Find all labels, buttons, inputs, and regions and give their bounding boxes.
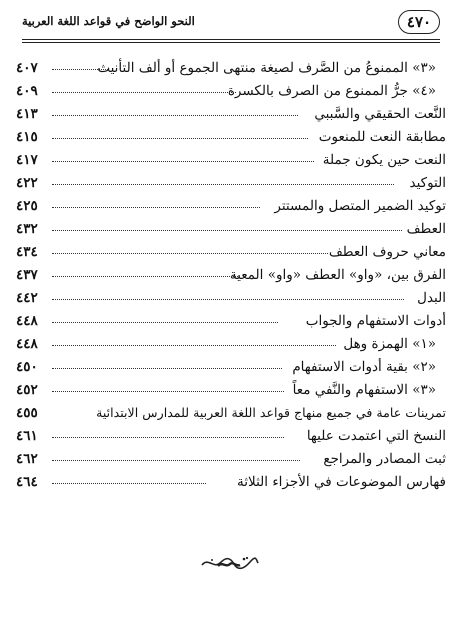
toc-entry[interactable] — [16, 173, 446, 195]
toc-entry[interactable] — [16, 58, 446, 80]
toc-entry-page: ٤٠٩ — [16, 83, 38, 99]
header-rule-thin — [22, 42, 440, 43]
page-header — [14, 6, 448, 40]
toc-entry[interactable] — [16, 357, 446, 379]
toc-dot-leader — [52, 138, 308, 139]
toc-entry-page: ٤٥٥ — [16, 405, 38, 421]
toc-entry-title: العطف — [406, 221, 446, 237]
toc-entry-page: ٤٦٤ — [16, 474, 38, 490]
toc-entry-title: مطابقة النعت للمنعوت — [318, 129, 446, 145]
toc-dot-leader — [52, 345, 336, 346]
toc-entry-page: ٤١٧ — [16, 152, 38, 168]
toc-entry-title: «٣» الممنوعُ من الصَّرف لصيغة منتهى الجموع أو ألف التأنيث — [97, 60, 436, 76]
toc-entry[interactable] — [16, 81, 446, 103]
toc-entry-page: ٤٢٥ — [16, 198, 38, 214]
toc-entry[interactable] — [16, 334, 446, 356]
toc-entry[interactable] — [16, 242, 446, 264]
toc-entry-title: توكيد الضمير المتصل والمستتر — [274, 198, 446, 214]
toc-entry-page: ٤١٣ — [16, 106, 38, 122]
toc-entry-page: ٤٣٢ — [16, 221, 38, 237]
page-number: ٤٧٠ — [406, 12, 432, 31]
toc-dot-leader — [52, 69, 108, 70]
toc-entry-page: ٤٥٠ — [16, 359, 38, 375]
toc-dot-leader — [52, 115, 298, 116]
toc-dot-leader — [52, 253, 328, 254]
toc-dot-leader — [52, 437, 284, 438]
toc-entry-title: فهارس الموضوعات في الأجزاء الثلاثة — [237, 474, 446, 490]
toc-entry[interactable] — [16, 380, 446, 402]
toc-entry-title: أدوات الاستفهام والجواب — [305, 313, 446, 329]
toc-dot-leader — [52, 92, 236, 93]
toc-entry-page: ٤٥٢ — [16, 382, 38, 398]
toc-dot-leader — [52, 299, 404, 300]
toc-entry[interactable] — [16, 426, 446, 448]
toc-entry-title: «٤» جرُّ الممنوع من الصرف بالكسرة — [227, 83, 436, 99]
toc-entry-page: ٤٣٤ — [16, 244, 38, 260]
toc-entry-page: ٤٠٧ — [16, 60, 38, 76]
toc-entry-title: معاني حروف العطف — [328, 244, 446, 260]
toc-entry-page: ٤٤٨ — [16, 313, 38, 329]
toc-entry-title: ثبت المصادر والمراجع — [323, 451, 446, 467]
decorative-ornament-icon — [200, 553, 260, 573]
toc-entry[interactable] — [16, 449, 446, 471]
toc-entry-title: البدل — [417, 290, 446, 306]
running-title: النحو الواضح في قواعد اللغة العربية — [22, 14, 195, 28]
toc-dot-leader — [52, 322, 278, 323]
toc-entry[interactable] — [16, 288, 446, 310]
toc-entry[interactable] — [16, 265, 446, 287]
toc-dot-leader — [52, 184, 394, 185]
toc-entry-page: ٤٦٢ — [16, 451, 38, 467]
toc-entry-page: ٤٤٨ — [16, 336, 38, 352]
toc-entry[interactable] — [16, 196, 446, 218]
toc-entry-title: «٢» بقية أدوات الاستفهام — [292, 359, 436, 375]
toc-entry-page: ٤٢٢ — [16, 175, 38, 191]
toc-dot-leader — [52, 276, 240, 277]
toc-dot-leader — [52, 368, 282, 369]
toc-entry-page: ٤٤٢ — [16, 290, 38, 306]
toc-entry-title: النعت حين يكون جملة — [322, 152, 446, 168]
toc-dot-leader — [52, 391, 284, 392]
toc-entry[interactable] — [16, 311, 446, 333]
toc-entry[interactable] — [16, 472, 446, 494]
page-number-badge — [398, 10, 440, 34]
toc-entry[interactable] — [16, 150, 446, 172]
toc-entry-page: ٤٦١ — [16, 428, 38, 444]
toc-entry-title: تمرينات عامة في جميع منهاج قواعد اللغة العربية للمدارس الابتدائية — [96, 405, 446, 420]
toc-dot-leader — [52, 460, 300, 461]
toc-entry-title: النَّعت الحقيقي والسَّببي — [314, 106, 446, 122]
toc-dot-leader — [52, 207, 260, 208]
toc-entry[interactable] — [16, 219, 446, 241]
toc-entry[interactable] — [16, 403, 446, 425]
toc-entry-title: النسخ التي اعتمدت عليها — [306, 428, 446, 444]
toc-entry-title: «١» الهمزة وهل — [343, 336, 436, 352]
toc-entry-page: ٤١٥ — [16, 129, 38, 145]
toc-entry-page: ٤٣٧ — [16, 267, 38, 283]
toc-dot-leader — [52, 161, 314, 162]
toc-entry-title: الفرق بين، «واو» العطف «واو» المعية — [229, 267, 446, 283]
toc-entry-title: «٣» الاستفهام والنَّفي معاً — [292, 382, 436, 398]
toc-entry[interactable] — [16, 104, 446, 126]
toc-entry-title: التوكيد — [409, 175, 446, 191]
toc-dot-leader — [52, 483, 206, 484]
toc-dot-leader — [52, 230, 402, 231]
toc-entry[interactable] — [16, 127, 446, 149]
header-rule-thick — [22, 39, 440, 40]
